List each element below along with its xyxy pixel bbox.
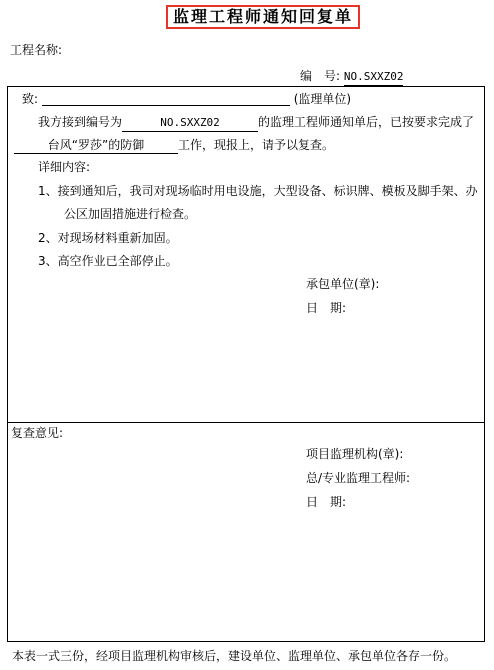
form-number — [300, 68, 403, 86]
contractor-seal-label: 承包单位(章): — [306, 277, 380, 291]
body-line-2 — [14, 137, 334, 154]
review-date-label: 日 期: — [306, 495, 347, 509]
line1-suffix: 的监理工程师通知单后，已按要求完成了 — [258, 115, 475, 129]
details-label: 详细内容: — [38, 160, 91, 174]
detail-item-1-line-1: 1、接到通知后，我司对现场临时用电设施，大型设备、标识牌、模板及脚手架、办 — [38, 184, 478, 198]
form-number-label: 编 号: — [300, 69, 341, 83]
work-item: 台风“罗莎”的防御 — [14, 137, 178, 154]
body-line-1 — [38, 114, 474, 132]
detail-item-2: 2、对现场材料重新加固。 — [38, 231, 178, 245]
project-name-label: 工程名称: — [10, 43, 63, 57]
supervision-unit-blank — [42, 91, 290, 106]
line2-suffix: 工作，现报上，请予以复查。 — [178, 138, 335, 152]
review-opinion-label: 复查意见: — [11, 426, 64, 440]
detail-item-1-line-2: 公区加固措施进行检查。 — [64, 207, 197, 221]
form-number-value: NO.SXXZ02 — [344, 69, 404, 86]
to-line — [22, 91, 351, 107]
section-divider — [7, 422, 485, 423]
contractor-date-label: 日 期: — [306, 301, 347, 315]
line1-prefix: 我方接到编号为 — [38, 115, 123, 129]
engineer-label: 总/专业监理工程师: — [306, 471, 411, 485]
supervision-org-label: 项目监理机构(章): — [306, 447, 404, 461]
to-label: 致: — [22, 92, 39, 106]
footer-note: 本表一式三份，经项目监理机构审核后，建设单位、监理单位、承包单位各存一份。 — [12, 649, 457, 663]
form-title: 监理工程师通知回复单 — [166, 5, 360, 29]
notice-number: NO.SXXZ02 — [122, 115, 258, 132]
to-suffix: (监理单位) — [293, 92, 352, 106]
detail-item-3: 3、高空作业已全部停止。 — [38, 254, 178, 268]
